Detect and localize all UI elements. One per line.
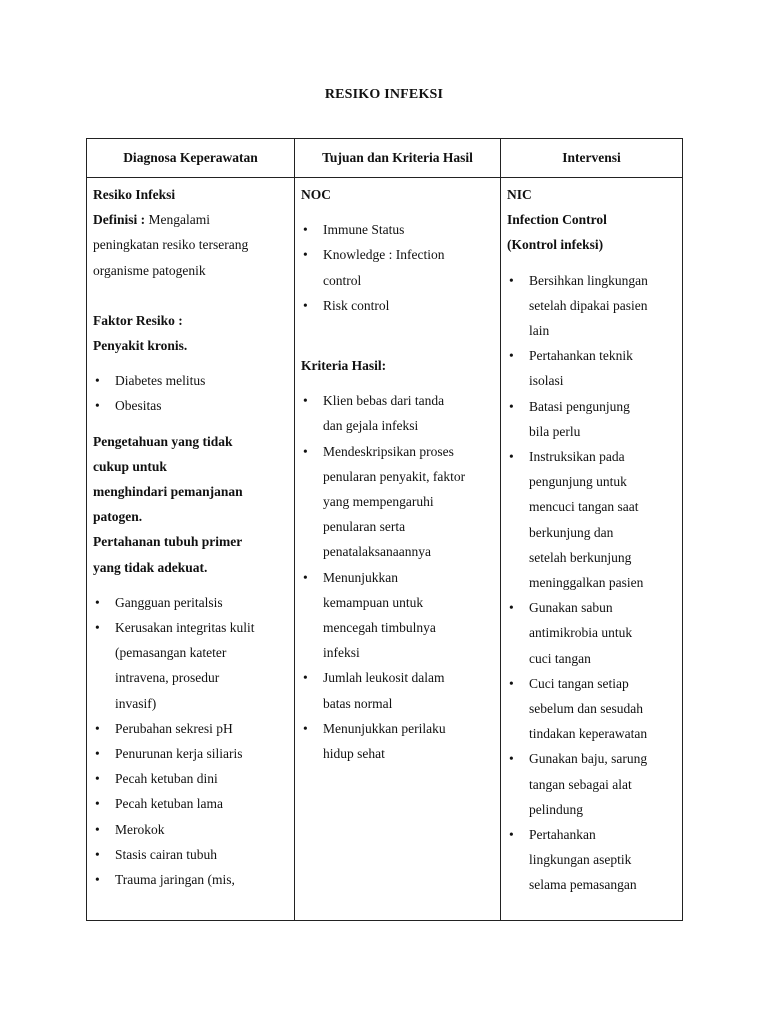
list-item: [115, 716, 288, 741]
bold-line: Pengetahuan yang tidak: [93, 433, 233, 449]
list-item-text: • Pecah ketuban lama: [115, 796, 223, 812]
list-item: [115, 867, 288, 892]
list-item: [115, 615, 288, 716]
list-item-text: • Jumlah leukosit dalam: [323, 670, 445, 686]
list-item-text: lingkungan aseptik: [529, 852, 632, 868]
chronic-label: Penyakit kronis.: [93, 338, 188, 354]
list-item-text: berkunjung dan: [529, 524, 614, 540]
list-item-text: • Pertahankan teknik: [529, 348, 633, 364]
list-item-text: penularan serta: [323, 519, 406, 535]
list-item: [115, 741, 288, 766]
list-item-text: lain: [529, 323, 550, 339]
list-item-text: batas normal: [323, 695, 393, 711]
definition-text: Mengalami: [148, 212, 210, 228]
list-item-text: • Pertahankan: [529, 827, 596, 843]
noc-list: [301, 217, 494, 318]
list-item: [323, 716, 494, 766]
list-item-text: kemampuan untuk: [323, 594, 424, 610]
list-item-text: • Perubahan sekresi pH: [115, 720, 233, 736]
list-item-text: intravena, prosedur: [115, 670, 220, 686]
list-item: [323, 388, 494, 438]
header-tujuan: Tujuan dan Kriteria Hasil: [295, 139, 501, 178]
list-item: [323, 565, 494, 666]
list-item-text: • Cuci tangan setiap: [529, 675, 629, 691]
list-item-text: • Instruksikan pada: [529, 449, 625, 465]
diagnosa-cell: [87, 178, 295, 921]
list-item-text: • Immune Status: [323, 222, 405, 238]
nic-list: [507, 268, 676, 898]
list-item: [529, 595, 676, 671]
list-item-text: isolasi: [529, 373, 564, 389]
list-item-text: pengunjung untuk: [529, 474, 627, 490]
tujuan-cell: [295, 178, 501, 921]
nic-label: NIC: [507, 187, 532, 202]
list-item-text: setelah dipakai pasien: [529, 297, 648, 313]
defense-block: [93, 529, 288, 579]
list-item: [323, 293, 494, 318]
list-item-text: • Penurunan kerja siliaris: [115, 746, 243, 762]
list-item-text: • Gunakan sabun: [529, 600, 613, 616]
knowledge-block: [93, 429, 288, 530]
list-item-text: control: [323, 272, 362, 288]
list-item-text: • Menunjukkan: [323, 569, 398, 585]
list-item: [323, 217, 494, 242]
bold-line: Pertahanan tubuh primer: [93, 534, 243, 550]
list-item-text: • Batasi pengunjung: [529, 398, 630, 414]
header-diagnosa: Diagnosa Keperawatan: [87, 139, 295, 178]
list-item: [115, 791, 288, 816]
list-item-text: cuci tangan: [529, 650, 591, 666]
list-item-text: • Knowledge : Infection: [323, 247, 445, 263]
list-item-text: mencuci tangan saat: [529, 499, 639, 515]
list-item-text: • Bersihkan lingkungan: [529, 272, 648, 288]
list-item: [529, 746, 676, 822]
criteria-label: Kriteria Hasil:: [301, 358, 387, 374]
list-item-text: • Risk control: [323, 297, 390, 313]
risk-factor-label: Faktor Resiko :: [93, 312, 183, 328]
list-item: [529, 268, 676, 344]
list-item-text: antimikrobia untuk: [529, 625, 633, 641]
list-item-text: bila perlu: [529, 423, 581, 439]
chronic-list: [93, 368, 288, 418]
list-item-text: • Menunjukkan perilaku: [323, 720, 446, 736]
list-item-text: • Obesitas: [115, 398, 162, 414]
care-plan-table: [86, 138, 683, 921]
list-item-text: • Pecah ketuban dini: [115, 771, 218, 787]
list-item-text: • Mendeskripsikan proses: [323, 443, 454, 459]
list-item: [115, 368, 288, 393]
list-item-text: • Stasis cairan tubuh: [115, 846, 217, 862]
list-item-text: meninggalkan pasien: [529, 575, 644, 591]
definition-text: peningkatan resiko terserang: [93, 237, 249, 253]
list-item-text: penularan penyakit, faktor: [323, 468, 466, 484]
infection-control-label: Infection Control: [507, 212, 607, 228]
list-item: [115, 766, 288, 791]
list-item: [529, 394, 676, 444]
list-item: [115, 393, 288, 418]
list-item-text: mencegah timbulnya: [323, 620, 436, 636]
list-item-text: hidup sehat: [323, 746, 385, 762]
definition-text: organisme patogenik: [93, 262, 206, 278]
list-item-text: invasif): [115, 695, 157, 711]
list-item-text: pelindung: [529, 801, 583, 817]
criteria-list: [301, 388, 494, 766]
intervensi-cell: [501, 178, 683, 921]
list-item-text: tindakan keperawatan: [529, 726, 648, 742]
list-item-text: • Merokok: [115, 821, 165, 837]
list-item: [323, 439, 494, 565]
bold-line: patogen.: [93, 509, 143, 525]
page-title: RESIKO INFEKSI: [324, 87, 444, 102]
bold-line: yang tidak adekuat.: [93, 559, 208, 575]
bold-line: menghindari pemanjanan: [93, 484, 243, 500]
list-item-text: • Trauma jaringan (mis,: [115, 872, 235, 888]
infection-control-label-id: (Kontrol infeksi): [507, 237, 604, 253]
list-item: [323, 665, 494, 715]
list-item: [115, 817, 288, 842]
list-item-text: infeksi: [323, 645, 360, 661]
list-item: [529, 444, 676, 595]
list-item-text: dan gejala infeksi: [323, 418, 419, 434]
list-item-text: • Gunakan baju, sarung: [529, 751, 648, 767]
list-item-text: tangan sebagai alat: [529, 776, 632, 792]
list-item: [115, 842, 288, 867]
list-item-text: • Klien bebas dari tanda: [323, 393, 445, 409]
table-header-row: [87, 139, 683, 178]
list-item: [529, 822, 676, 898]
list-item: [115, 590, 288, 615]
header-intervensi: Intervensi: [501, 139, 683, 178]
list-item-text: setelah berkunjung: [529, 549, 632, 565]
noc-label: NOC: [301, 187, 331, 202]
list-item-text: sebelum dan sesudah: [529, 701, 643, 717]
list-item-text: • Diabetes melitus: [115, 373, 206, 389]
table-body-row: [87, 178, 683, 921]
list-item-text: (pemasangan kateter: [115, 645, 227, 661]
list-item-text: yang mempengaruhi: [323, 494, 434, 510]
bold-line: cukup untuk: [93, 458, 167, 474]
list-item: [529, 343, 676, 393]
list-item-text: • Gangguan peritalsis: [115, 594, 223, 610]
list-item: [529, 671, 676, 747]
diagnosa-heading: Resiko Infeksi: [93, 187, 176, 202]
definition-label: Definisi :: [93, 212, 146, 228]
list-item-text: penatalaksanaannya: [323, 544, 431, 560]
list-item: [323, 242, 494, 292]
defense-list: [93, 590, 288, 892]
list-item-text: • Kerusakan integritas kulit: [115, 620, 255, 636]
list-item-text: selama pemasangan: [529, 877, 637, 893]
